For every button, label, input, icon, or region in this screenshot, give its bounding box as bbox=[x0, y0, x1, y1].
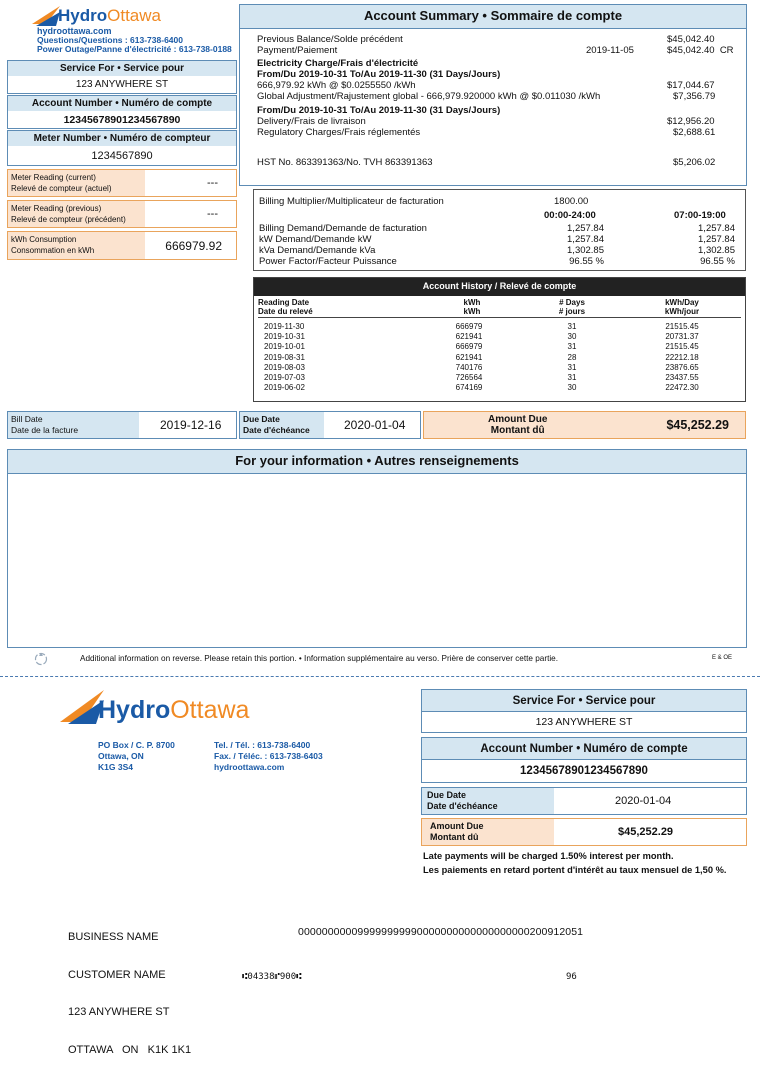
stub-service-address: 123 ANYWHERE ST bbox=[535, 716, 633, 728]
history-kwh: 740176 bbox=[455, 362, 483, 372]
history-per-day: 22472.30 bbox=[665, 383, 699, 393]
questions-phone: Questions/Questions : 613-738-6400 bbox=[37, 35, 183, 45]
scanline: 000000000099999999990000000000000000000200912051 bbox=[298, 926, 584, 938]
history-days: 31 bbox=[567, 373, 577, 382]
amount-due-value: $45,252.29 bbox=[666, 418, 729, 432]
history-row bbox=[254, 353, 745, 363]
stub-due-label-fr: Date d'échéance bbox=[427, 801, 498, 811]
ga-line: Global Adjustment/Rajustement global - 666,979.920000 kWh @ $0.011030 /kWh bbox=[257, 91, 601, 102]
website-link[interactable]: hydroottawa.com bbox=[37, 26, 112, 36]
late-note-en: Late payments will be charged 1.50% interest per month. bbox=[423, 851, 674, 861]
amount-due-label: Amount Due bbox=[488, 414, 548, 425]
due-date-value: 2020-01-04 bbox=[344, 418, 406, 432]
history-days: 30 bbox=[567, 332, 577, 342]
amount-due-label-fr: Montant dû bbox=[490, 425, 545, 436]
history-per-day: 23876.65 bbox=[665, 362, 699, 372]
multiplier-value: 1800.00 bbox=[554, 196, 589, 207]
account-box bbox=[7, 95, 237, 129]
history-row bbox=[254, 363, 745, 373]
billing-row-label: Power Factor/Facteur Puissance bbox=[259, 256, 397, 267]
regulatory-amount: $2,688.61 bbox=[673, 127, 716, 138]
previous-reading-label: Meter Reading (previous) bbox=[11, 204, 102, 213]
elec-line: 666,979.92 kWh @ $0.0255550 /kWh bbox=[257, 80, 416, 91]
history-days: 30 bbox=[567, 383, 577, 393]
stub-postal: K1G 3S4 bbox=[98, 762, 133, 772]
current-reading-value: --- bbox=[207, 177, 218, 189]
footer-code: E & OE bbox=[712, 655, 733, 661]
bill-date-label-fr: Date de la facture bbox=[11, 425, 79, 435]
bill-date-box bbox=[7, 411, 237, 439]
previous-reading-label-fr: Relevé de compteur (précédent) bbox=[11, 215, 126, 224]
delivery-period: From/Du 2019-10-31 To/Au 2019-11-30 (31 Days/Jours) bbox=[257, 105, 501, 116]
history-h-date: Reading Date bbox=[258, 298, 310, 307]
payment-date: 2019-11-05 bbox=[586, 45, 634, 56]
billing-row-v1: 1,257.84 bbox=[567, 234, 604, 245]
micr-code: 96 bbox=[566, 972, 577, 982]
current-reading-label: Meter Reading (current) bbox=[11, 173, 96, 182]
service-label: Service For • Service pour bbox=[8, 61, 236, 76]
billing-col2-header: 07:00-19:00 bbox=[674, 210, 726, 221]
history-row bbox=[254, 322, 745, 332]
stub-amount-label-fr: Montant dû bbox=[430, 832, 479, 842]
history-days: 31 bbox=[567, 362, 577, 372]
stub-amount-value: $45,252.29 bbox=[618, 826, 674, 838]
billing-demand-box bbox=[253, 189, 746, 271]
outage-phone: Power Outage/Panne d'électricité : 613-738-0188 bbox=[37, 44, 232, 54]
history-row bbox=[254, 342, 745, 352]
billing-col1-header: 00:00-24:00 bbox=[544, 210, 596, 221]
elec-title: Electricity Charge/Frais d'électricité bbox=[257, 58, 419, 69]
stub-city: Ottawa, ON bbox=[98, 751, 144, 761]
stub-service-box bbox=[421, 689, 747, 733]
recycle-icon bbox=[34, 652, 48, 666]
stub-amount-label: Amount Due bbox=[430, 821, 484, 831]
stub-logo-ottawa: Ottawa bbox=[170, 696, 250, 724]
payment-amount: $45,042.40 CR bbox=[667, 45, 734, 56]
due-date-label-fr: Date d'échéance bbox=[243, 425, 310, 435]
stub-logo-hydro: Hydro bbox=[98, 696, 171, 724]
history-days: 31 bbox=[567, 342, 577, 352]
footer-note: Additional information on reverse. Please retain this portion. • Information supplémentaire au verso. Prière de conserver cette partie. bbox=[80, 654, 558, 663]
multiplier-label: Billing Multiplier/Multiplicateur de facturation bbox=[259, 196, 444, 207]
billing-row-label: Billing Demand/Demande de facturation bbox=[259, 223, 427, 234]
hst-label: HST No. 863391363/No. TVH 863391363 bbox=[257, 157, 433, 168]
mail-street: 123 ANYWHERE ST bbox=[68, 1006, 170, 1018]
hst-amount: $5,206.02 bbox=[673, 157, 716, 168]
due-date-label: Due Date bbox=[243, 414, 280, 424]
bill-date-value: 2019-12-16 bbox=[160, 418, 222, 432]
history-per-day: 21515.45 bbox=[665, 342, 699, 352]
regulatory-label: Regulatory Charges/Frais réglementés bbox=[257, 127, 421, 138]
history-date: 2019-10-31 bbox=[264, 332, 305, 342]
history-h-kwh: kWh bbox=[463, 298, 481, 307]
previous-reading-box bbox=[7, 200, 237, 228]
billing-row bbox=[259, 256, 745, 267]
history-days: 31 bbox=[567, 322, 577, 331]
history-row bbox=[254, 373, 745, 383]
kwh-consumption-box bbox=[7, 231, 237, 260]
delivery-amount: $12,956.20 bbox=[667, 116, 715, 127]
stub-account-number: 12345678901234567890 bbox=[520, 765, 648, 777]
previous-reading-value: --- bbox=[207, 208, 218, 220]
history-h-date-fr: Date du relevé bbox=[258, 306, 313, 316]
billing-row-label: kW Demand/Demande kW bbox=[259, 234, 372, 245]
stub-account-label: Account Number • Numéro de compte bbox=[422, 738, 746, 760]
history-title: Account History / Relevé de compte bbox=[254, 278, 745, 296]
summary-title: Account Summary • Sommaire de compte bbox=[240, 5, 746, 29]
account-number: 12345678901234567890 bbox=[63, 114, 181, 126]
history-kwh: 726564 bbox=[455, 373, 483, 382]
logo-hydro: Hydro bbox=[58, 6, 108, 25]
logo-swoosh-icon bbox=[32, 4, 60, 26]
ga-amount: $7,356.79 bbox=[673, 91, 716, 102]
stub-amount-box bbox=[421, 818, 747, 846]
amount-due-box bbox=[423, 411, 746, 439]
history-date: 2019-07-03 bbox=[264, 373, 305, 382]
account-history bbox=[253, 277, 746, 402]
kwh-consumption-label-fr: Consommation en kWh bbox=[11, 246, 95, 255]
service-address: 123 ANYWHERE ST bbox=[75, 79, 169, 90]
billing-row bbox=[259, 245, 745, 256]
current-reading-label-fr: Relevé de compteur (actuel) bbox=[11, 184, 112, 193]
stub-fax: Fax. / Téléc. : 613-738-6403 bbox=[214, 751, 323, 761]
billing-row-label: kVa Demand/Demande kVa bbox=[259, 245, 376, 256]
billing-row-v1: 1,302.85 bbox=[567, 245, 604, 256]
mail-business: BUSINESS NAME bbox=[68, 931, 159, 943]
billing-row bbox=[259, 234, 745, 245]
history-per-day: 20731.37 bbox=[665, 332, 699, 342]
billing-row-v2: 1,257.84 bbox=[698, 234, 735, 245]
elec-period: From/Du 2019-10-31 To/Au 2019-11-30 (31 Days/Jours) bbox=[257, 69, 501, 80]
micr-line: ⑆04338⑈900⑆ bbox=[242, 972, 302, 982]
history-h-perday: kWh/Day bbox=[665, 298, 699, 307]
account-summary bbox=[239, 4, 747, 186]
history-date: 2019-10-01 bbox=[264, 342, 305, 352]
billing-row-v2: 1,302.85 bbox=[698, 245, 735, 256]
history-per-day: 22212.18 bbox=[665, 352, 699, 362]
stub-due-value: 2020-01-04 bbox=[615, 795, 672, 807]
meter-box bbox=[7, 130, 237, 166]
history-per-day: 21515.45 bbox=[665, 322, 699, 331]
service-box bbox=[7, 60, 237, 94]
due-date-box bbox=[239, 411, 421, 439]
history-h-days-fr: # jours bbox=[558, 306, 586, 316]
meter-number: 1234567890 bbox=[91, 150, 153, 162]
history-h-kwh-fr: kWh bbox=[463, 306, 481, 316]
history-date: 2019-08-03 bbox=[264, 362, 305, 372]
kwh-consumption-label: kWh Consumption bbox=[11, 235, 77, 244]
history-h-days: # Days bbox=[559, 298, 585, 307]
account-label: Account Number • Numéro de compte bbox=[8, 96, 236, 111]
history-kwh: 666979 bbox=[455, 322, 483, 331]
current-reading-box bbox=[7, 169, 237, 197]
history-days: 28 bbox=[567, 352, 577, 362]
billing-row bbox=[259, 223, 745, 234]
history-row bbox=[254, 383, 745, 393]
mail-customer: CUSTOMER NAME bbox=[68, 968, 166, 981]
meter-label: Meter Number • Numéro de compteur bbox=[8, 131, 236, 146]
stub-due-box bbox=[421, 787, 747, 815]
history-row bbox=[254, 332, 745, 342]
billing-row-v1: 1,257.84 bbox=[567, 223, 604, 234]
billing-row-v1: 96.55 % bbox=[569, 256, 604, 267]
info-title: For your information • Autres renseignements bbox=[8, 450, 746, 474]
stub-po-box: PO Box / C. P. 8700 bbox=[98, 740, 175, 750]
stub-web[interactable]: hydroottawa.com bbox=[214, 762, 285, 772]
payment-label: Payment/Paiement bbox=[257, 45, 338, 56]
tear-line bbox=[0, 676, 760, 677]
history-date: 2019-11-30 bbox=[264, 322, 305, 331]
elec-amount: $17,044.67 bbox=[667, 80, 715, 91]
billing-row-v2: 1,257.84 bbox=[698, 223, 735, 234]
logo-ottawa: Ottawa bbox=[107, 6, 161, 25]
history-kwh: 674169 bbox=[455, 383, 483, 393]
stub-logo bbox=[60, 688, 280, 728]
stub-account-box bbox=[421, 737, 747, 783]
history-kwh: 666979 bbox=[455, 342, 483, 352]
kwh-consumption-value: 666979.92 bbox=[165, 239, 222, 253]
history-h-perday-fr: kWh/jour bbox=[664, 306, 700, 316]
history-kwh: 621941 bbox=[455, 352, 483, 362]
late-note-fr: Les paiements en retard portent d'intérêt au taux mensuel de 1,50 %. bbox=[423, 865, 727, 875]
info-box bbox=[7, 449, 747, 648]
stub-tel: Tel. / Tél. : 613-738-6400 bbox=[214, 740, 311, 750]
history-per-day: 23437.55 bbox=[665, 373, 699, 382]
history-date: 2019-06-02 bbox=[264, 383, 305, 393]
delivery-label: Delivery/Frais de livraison bbox=[257, 116, 366, 127]
mail-city: OTTAWA ON K1K 1K1 bbox=[68, 1043, 192, 1056]
prev-balance-label: Previous Balance/Solde précédent bbox=[257, 34, 403, 45]
history-date: 2019-08-31 bbox=[264, 352, 305, 362]
prev-balance-amount: $45,042.40 bbox=[667, 34, 715, 45]
stub-due-label: Due Date bbox=[427, 790, 467, 800]
bill-date-label: Bill Date bbox=[11, 414, 43, 424]
history-kwh: 621941 bbox=[455, 332, 483, 342]
billing-row-v2: 96.55 % bbox=[700, 256, 735, 267]
logo bbox=[32, 4, 182, 28]
stub-service-label: Service For • Service pour bbox=[422, 690, 746, 712]
